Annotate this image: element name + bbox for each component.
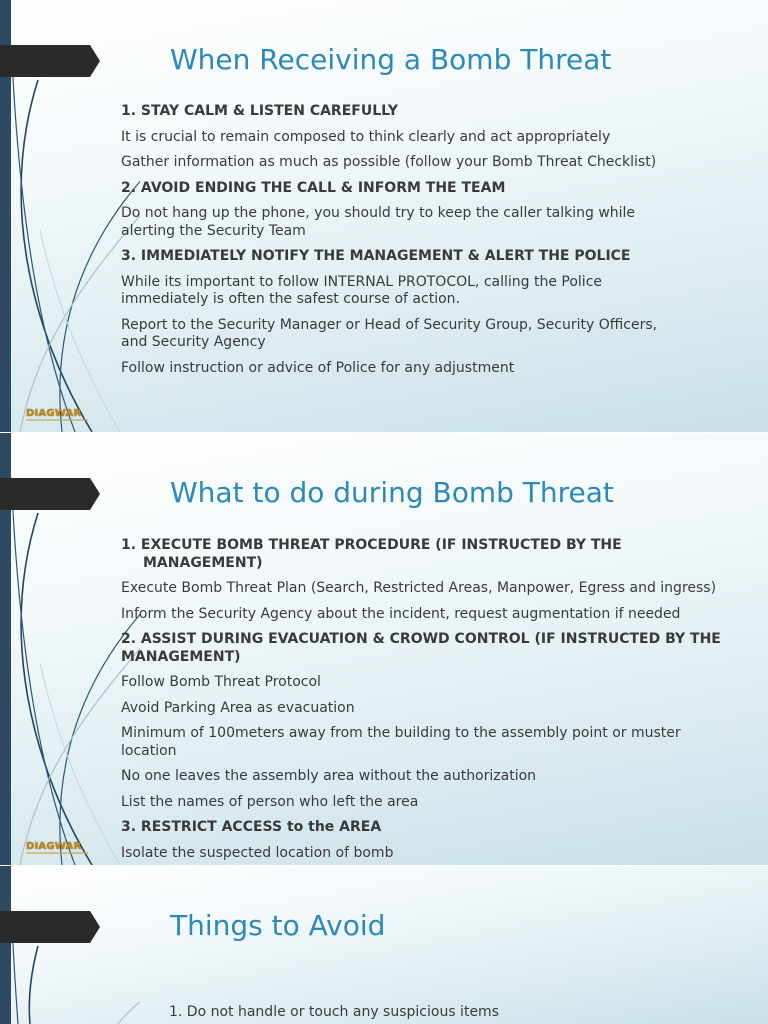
section-heading: 3. RESTRICT ACCESS to the AREA <box>121 819 382 835</box>
slide-title: What to do during Bomb Threat <box>170 476 614 509</box>
slide-1 <box>0 0 768 432</box>
slide-title: Things to Avoid <box>170 909 386 942</box>
bullet-text: While its important to follow INTERNAL PROTOCOL, calling the Police immediately is often the safest course of action. <box>121 273 603 307</box>
slide-3 <box>0 866 768 1024</box>
section-heading: 2. ASSIST DURING EVACUATION & CROWD CONTROL (IF INSTRUCTED BY THE MANAGEMENT) <box>121 631 721 665</box>
section-heading: 1. STAY CALM & LISTEN CAREFULLY <box>121 103 399 119</box>
bullet-text: Follow Bomb Threat Protocol <box>121 674 321 690</box>
slide-body <box>169 1004 768 1024</box>
slide-body <box>121 103 751 385</box>
bullet-text: List the names of person who left the area <box>121 793 419 810</box>
slide-tab-arrow <box>0 478 100 510</box>
company-logo <box>26 408 88 422</box>
bullet-text: It is crucial to remain composed to think clearly and act appropriately <box>121 128 611 145</box>
company-logo <box>26 841 88 855</box>
bullet-text: Isolate the suspected location of bomb <box>121 844 394 861</box>
bullet-text: Inform the Security Agency about the incident, request augmentation if needed <box>121 605 681 622</box>
bullet-text: Follow instruction or advice of Police for any adjustment <box>121 359 515 376</box>
bullet-text: Gather information as much as possible (follow your Bomb Threat Checklist) <box>121 154 657 170</box>
slide-2 <box>0 433 768 865</box>
decorative-curves <box>0 866 140 1024</box>
numbered-item: 1. Do not handle or touch any suspicious items <box>169 1004 499 1020</box>
slide-title: When Receiving a Bomb Threat <box>170 43 612 76</box>
bullet-text: Do not hang up the phone, you should try to keep the caller talking while alerting the Security Team <box>121 205 636 239</box>
slide-tab-arrow <box>0 911 100 943</box>
slide-body <box>121 537 751 865</box>
company-logo-text: DIAGWAR <box>26 841 82 852</box>
bullet-text: Minimum of 100meters away from the building to the assembly point or muster location <box>121 725 681 759</box>
slide-tab-arrow <box>0 45 100 77</box>
section-heading: 1. EXECUTE BOMB THREAT PROCEDURE (IF INSTRUCTED BY THE MANAGEMENT) <box>121 537 622 571</box>
section-heading: 3. IMMEDIATELY NOTIFY THE MANAGEMENT & ALERT THE POLICE <box>121 248 631 264</box>
section-heading: 2. AVOID ENDING THE CALL & INFORM THE TEAM <box>121 179 506 196</box>
company-logo-text: DIAGWAR <box>26 408 82 419</box>
bullet-text: Avoid Parking Area as evacuation <box>121 699 355 716</box>
bullet-text: Execute Bomb Threat Plan (Search, Restricted Areas, Manpower, Egress and ingress) <box>121 580 717 596</box>
bullet-text: Report to the Security Manager or Head of Security Group, Security Officers, and Security Agency <box>121 316 658 350</box>
bullet-text: No one leaves the assembly area without the authorization <box>121 768 537 784</box>
